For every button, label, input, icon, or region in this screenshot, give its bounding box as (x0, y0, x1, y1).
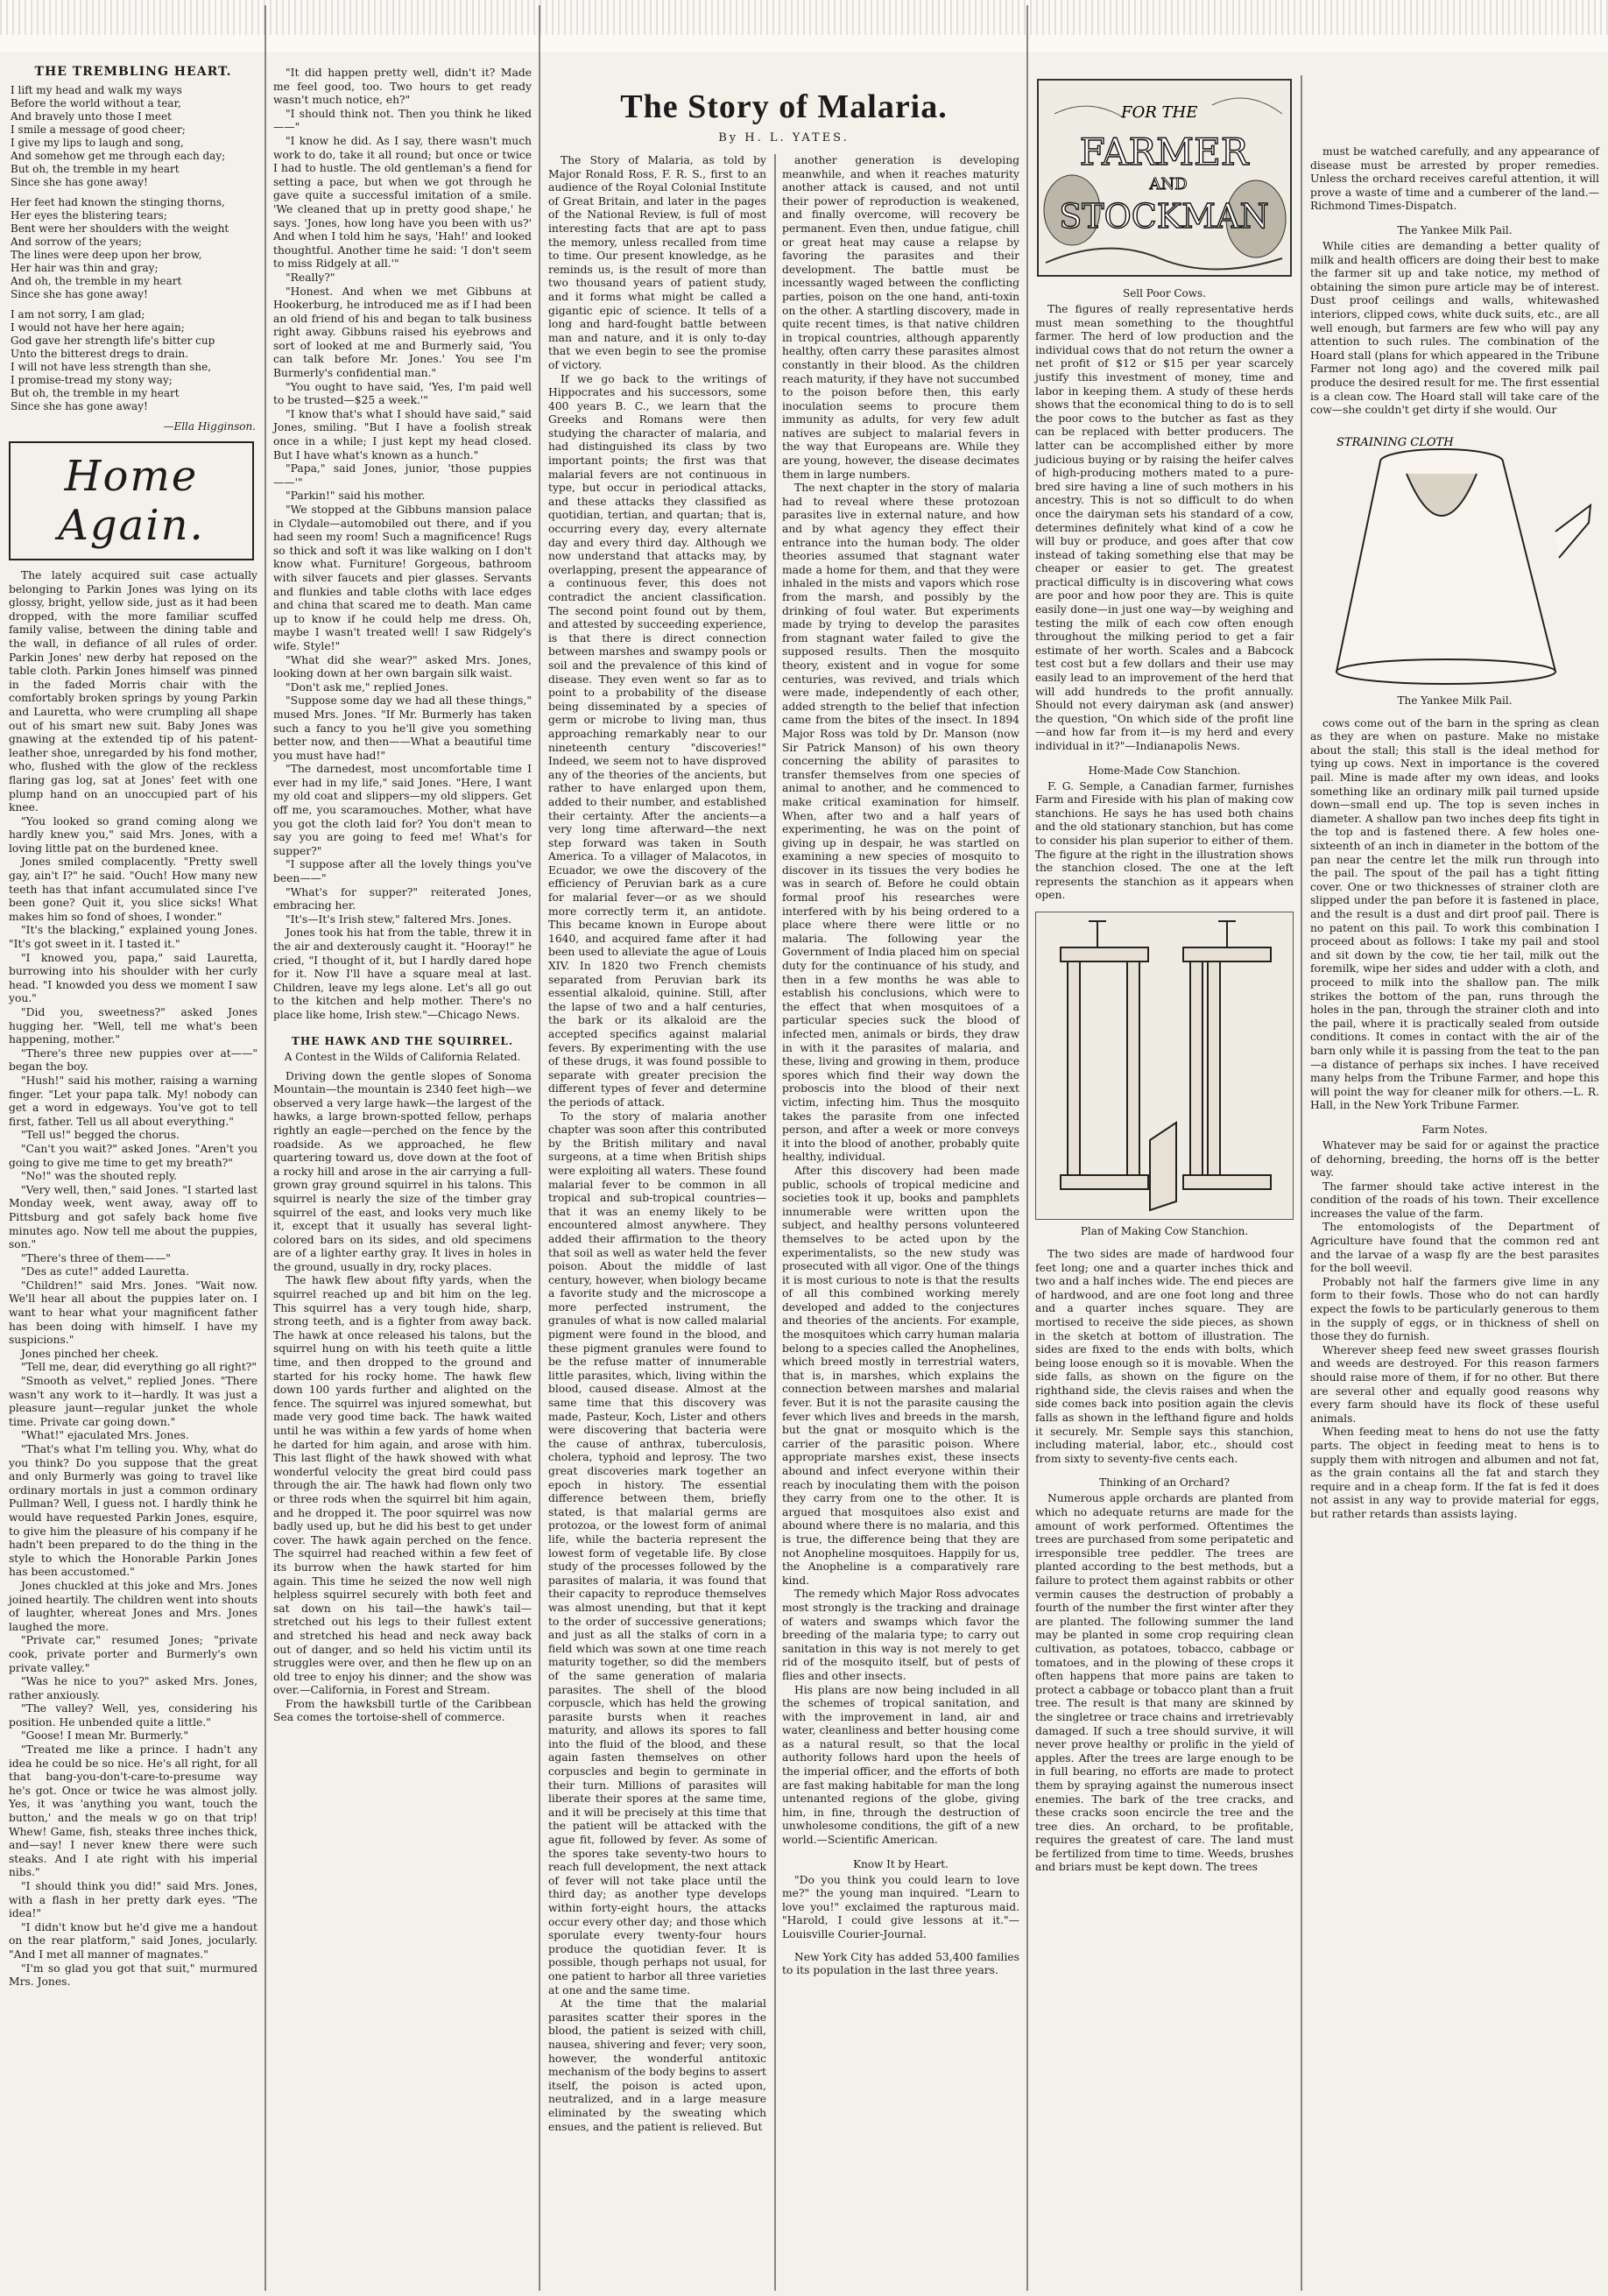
home-again-paragraph: Jones pinched her cheek. (21, 1347, 159, 1360)
home-again-paragraph: "Really?" (286, 271, 335, 284)
know-text (782, 1874, 1019, 1942)
know-paragraph: "Do you think you could learn to love me?" the young man inquired. "Learn to love you!" exclaimed the rapturous maid. "Harold, I could give lessons at it."—Louisville Courier-Journal. (782, 1873, 1019, 1940)
home-again-paragraph: "It's the blacking," explained young Jones. "It's got sweet in it. I tasted it." (9, 924, 257, 951)
malaria-paragraph: His plans are now being included in all the schemes of tropical sanitation, and with the improvement in land, air and water, cleanliness and better housing come as a natural result, so that the local authority follows hard upon the heels of the imperial officer, and the efforts of both are fast making habitable for man the long untenanted regions of the globe, giving him, in fine, through the destruction of unwholesome conditions, the gift of a new world.—Scientific American. (782, 1683, 1019, 1847)
malaria-byline: By H. L. YATES. (718, 131, 850, 144)
farm-note: The farmer should take active interest in the condition of the roads of his town. Their excellence increases the value of the farm. (1310, 1180, 1599, 1220)
farm-note: Whatever may be said for or against the practice of dehorning, breeding, the horns off is the better way. (1310, 1138, 1599, 1180)
malaria-paragraph: To the story of malaria another chapter was soon after this contributed by the British military and naval surgeons, at a time when British ships were exploiting all waters. These found malarial fever to be common in all tropical and sub-tropical countries—that it was an enemy likely to be encountered almost anywhere. They added their affirmation to the theory that soil as well as water held the fever poison. About the middle of last century, however, when biology became a favorite study and the microscope a more perfected instrument, the granules of what is now called malarial pigment were found in the blood, and these pigment granules were found to be the refuse matter of innumerable little parasites, which, living within the blood, caused disease. Almost at the same time that this discovery was made, Pasteur, Koch, Lister and others were discovering that bacteria were the cause of anthrax, tuberculosis, cholera, typhoid and leprosy. The two great discoveries mark together an epoch in history. The essential difference between them, briefly stated, is that malarial germs are protozoa, or the lowest form of animal life, while the bacteria represent the lowest form of vegetable life. By close study of the processes followed by the parasites of malaria, it was found that their capacity to reproduce themselves was almost unending, but that it kept to the order of successive generations; and just as all the stalks of corn in a field which was sown at one time reach maturity together, so did the members of the same generation of malaria parasites. The shell of the blood corpuscle, which has held the growing parasite bursts when it reaches maturity, and allows its spores to fall into the fluid of the blood, and these again fasten themselves on other corpuscles and begin to germinate in their turn. Millions of parasites will liberate their spores at the same time, and it will be precisely at this time that the patient will be attacked with the ague fit, followed by fever. As some of the spores take seventy-two hours to reach full development, the next attack of fever will not take place until the third day; as another type develops within forty-eight hours, the attacks occur every other day; and those which sporulate every twenty-four hours produce the quotidian fever. It is possible, though perhaps not usual, for one patient to harbor all three varieties at one and the same time. (548, 1109, 766, 1997)
malaria-paragraph: another generation is developing meanwhile, and when it reaches maturity another attack is caused, and not until their power of reproduction is weakened, and finally overcome, will recovery be permanent. Even then, undue fatigue, chill or great heat may cause a relapse by favoring the parasites and their development. The battle must be incessantly waged between the conflicting parties, poison on the one hand, anti-toxin on the other. A startling discovery, made in quite recent times, is that native children in tropical countries, although apparently healthy, often carry these parasites almost constantly in their blood. As the children reach maturity, if they have not succumbed to the poison before then, this early inoculation seems to procure them immunity as adults, for very few adult natives are subject to malarial fevers in the way that Europeans are. While they are young, however, the disease decimates them in large numbers. (782, 154, 1019, 481)
farmer-stockman-masthead (1037, 79, 1292, 277)
home-again-paragraph: "I knowed you, papa," said Lauretta, burrowing into his shoulder with her curly head. "I knowded you dess we moment I saw you." (9, 951, 257, 1005)
ny-text (782, 1951, 1019, 1978)
stanchion-caption: Plan of Making Cow Stanchion. (1080, 1224, 1249, 1237)
home-again-paragraph: "Honest. And when we met Gibbuns at Hookerburg, he introduced me as if I had been an old friend of his and began to talk business right away. Gibbuns raised his eyebrows and sort of looked at me and Burmerly said, 'You can talk before Mr. Jones.' You see I'm Burmerly's confidential man." (273, 285, 532, 380)
masthead-stockman: STOCKMAN (1059, 197, 1269, 236)
malaria-paragraph: If we go back to the writings of Hippocrates and his successors, some 400 years B. C., we learn that the Greeks and Romans were then studying the character of malaria, and had distinguished its class by two important points; the first was that malarial fevers are not continuous in type, but occur in periodical attacks, and these attacks they classified as quotidian, tertian, and quartan; that is, occurring every day, every alternate day and every third day. Although we now understand that attacks may, by overlapping, present the appearance of a continuous fever, this does not contradict the ancient classification. The second point found out by them, and attested by succeeding experience, is that there is direct connection between marshes and swampy pools or soil and the prevalence of this kind of disease. They even went so far as to point to a probability of the disease being disseminated by a species of germ or microbe to living man, thus approaching remarkably near to our nineteenth century "discoveries!" Indeed, we seem not to have disproved any of the theories of the ancients, but rather to have enlarged upon them, added to their number, and established their certainty. After the ancients—a very long time afterward—the next step forward was taken in South America. To a villager of Malacotos, in Ecuador, we owe the discovery of the efficiency of Peruvian bark as a cure for malarial fever—or as we should more correctly term it, an antidote. This became known in Europe about 1640, and acquired fame after it had been used to alleviate the ague of Louis XIV. In 1820 two French chemists separated from Peruvian bark its essential alkaloid, quinine. Still, after the lapse of two and a half centuries, the bark or its alkaloid are the accepted specifics against malarial fevers. By experimenting with the use of these drugs, it was found possible to separate with greater precision the different types of fever and determine the periods of attack. (548, 372, 766, 1109)
milk-pail-title: The Yankee Milk Pail. (1397, 223, 1513, 236)
straining-cloth-label: STRAINING CLOTH (1336, 435, 1454, 449)
home-again-paragraph: Jones smiled complacently. "Pretty swell gay, ain't I?" he said. "Ouch! How many new teeth has that infant accumulated since I've been gone? Quit it, you slice sicks! What makes him so fond of shoes, I wonder." (9, 856, 257, 923)
orchard-title: Thinking of an Orchard? (1099, 1476, 1230, 1490)
home-again-paragraph: "There's three new puppies over at——" began the boy. (9, 1046, 257, 1074)
malaria-body-part-2 (782, 154, 1019, 1848)
orchard-body (1035, 1492, 1294, 1875)
masthead-for: FOR THE (1121, 103, 1198, 122)
home-again-paragraph: "What!" ejaculated Mrs. Jones. (21, 1429, 189, 1442)
malaria-paragraph: At the time that the malarial parasites scatter their spores in the blood, the patient is seized with chill, nausea, shivering and fever; very soon, however, the wonderful antitoxic mechanism of the body begins to assert itself, the poison is acted upon, neutralized, and in a large measure eliminated by the sweating which ensues, and the patient is relieved. But (548, 1997, 766, 2133)
sell-cows-paragraph: The figures of really representative herds must mean something to the thoughtful farmer. The herd of low production and the individual cows that do not return the owner a net profit of $12 or $15 per year scarcely justify this investment of money, time and labor in keeping them. A study of these herds shows that the economical thing to do is to sell the poor cows to the butcher as fast as they can be replaced with better producers. The latter can be accomplished either by more judicious buying or by raising the heifer calves of high-producing mothers mated to a pure-bred sire having a line of such mothers in his ancestry. This is not so difficult to do when once the dairyman sets his standard of a cow, determines definitely what kind of a cow he will buy or produce, and goes after that cow instead of taking something else that may be cheaper or easier to get. The greatest practical difficulty is in discovering what cows are poor and how poor they are. This is quite easily done—in just one way—by weighing and testing the milk of each cow often enough throughout the milking period to get a fair estimate of her worth. Scales and a Babcock test cost but a few dollars and their use may easily lead to an improvement of the herd that will add hundreds to the profit annually. Should not every dairyman ask (and answer) the question, "On which side of the profit line—and how far from it—is my herd and every individual in it?"—Indianapolis News. (1035, 303, 1294, 752)
stanchion-illustration (1036, 912, 1293, 1217)
home-again-paragraph: "Very well, then," said Jones. "I started last Monday week, went away, away off to Pittsburg and got safely back home five minutes ago. Now tell me about the puppies, son." (9, 1183, 257, 1251)
column-5 (1032, 5, 1297, 2291)
sell-cows-title: Sell Poor Cows. (1122, 287, 1207, 299)
home-again-paragraph: "I suppose after all the lovely things you've been——" (273, 858, 532, 885)
hawk-paragraph: The hawk flew about fifty yards, when the squirrel reached up and bit him on the leg. This squirrel has a very tough hide, sharp, strong teeth, and is a fighter from away back. The hawk at once released his talons, but the squirrel hung on with his teeth quite a little time, and then dropped to the ground and started for his rocky home. The hawk flew down 100 yards further and alighted on the fence. The squirrel was injured somewhat, but made very good time back. The hawk waited until he was within a few yards of home when he darted for him again, and arose with him. This last flight of the hawk showed with what wonderful velocity the great bird could pass through the air. The hawk had flown only two or three rods when the squirrel bit him again, and he dropped it. The poor squirrel was now badly used up, but he did his best to get under cover. The hawk again perched on the fence. The squirrel had reached within a few feet of its burrow when the hawk started for him again. This time he seized the now well nigh helpless squirrel securely with both feet and sat down on his tail—the hawk's tail—stretched out his legs to their fullest extent and stretched his head and neck away back out of danger, and so held his victim until its struggles were over, and then he flew up on an old tree to enjoy his dinner; and the show was over.—California, in Forest and Stream. (273, 1274, 532, 1697)
masthead-illustration (1037, 79, 1292, 277)
poem-stanza: I am not sorry, I am glad; I would not have her here again; God gave her strength life's bitter cup Unto the bitterest dregs to drain. I will not have less strength than she, I promise-tread my stony way; But oh, the tremble in my heart Since she has gone away! (11, 308, 215, 412)
column-divider (1026, 5, 1028, 2291)
poem-stanza: I lift my head and walk my ways Before the world without a tear, And bravely unto those I meet I smile a message of good cheer; I give my lips to laugh and song, And somehow get me through each day; But oh, the tremble in my heart Since she has gone away! (11, 84, 226, 188)
stanchion-body (1035, 780, 1294, 903)
farm-notes-title: Farm Notes. (1421, 1123, 1488, 1136)
stanchion-paragraph: F. G. Semple, a Canadian farmer, furnishes Farm and Fireside with his plan of making cow stanchions. He says he has used both chains and the old stationary stanchion, but has come to consider his plan superior to either of them. The figure at the right in the illustration shows the stanchion closed. The one at the left represents the stanchion as it appears when open. (1035, 779, 1294, 902)
hawk-subtitle: A Contest in the Wilds of California Related. (284, 1050, 521, 1063)
farm-note: Probably not half the farmers give lime in any form to their fowls. Those who do not can hardly expect the fowls to be particularly generous to them in the supply of eggs, or in thickness of shell on those they do furnish. (1310, 1275, 1599, 1343)
home-again-paragraph: "What's for supper?" reiterated Jones, embracing her. (273, 885, 532, 912)
masthead-farmer: FARMER (1079, 130, 1249, 173)
stanchion-figure (1035, 912, 1294, 1220)
column-divider (539, 5, 540, 2291)
farm-note: Wherever sheep feed new sweet grasses flourish and weeds are destroyed. For this reason farmers should raise more of them, if for no other. But there are several other and equally good reasons why every farm should have its flock of these useful animals. (1310, 1343, 1599, 1425)
milk-pail-paragraph: While cities are demanding a better quality of milk and health officers are doing their best to make the farmer sit up and take notice, my method of obtaining the simon pure article may be of interest. Dust proof ceilings and walls, whitewashed interiors, clipped cows, white duck suits, etc., are all well enough, but farmers are few who will pay any attention to such rules. The combination of the Hoard stall (plans for which appeared in the Tribune Farmer not long ago) and the covered milk pail produce the desired result for me. The first essential is a clean cow. The Hoard stall will take care of the cow—she couldn't get dirty if she would. Our (1310, 239, 1599, 417)
home-again-body (9, 569, 257, 1990)
home-again-paragraph: "You looked so grand coming along we hardly knew you," said Mrs. Jones, with a loving little pat on the burdened knee. (9, 814, 257, 855)
home-again-paragraph: "I should think you did!" said Mrs. Jones, with a flash in her pretty dark eyes. "The idea!" (9, 1880, 257, 1920)
milk-pail-illustration (1310, 426, 1599, 689)
malaria-title: The Story of Malaria. (620, 88, 948, 125)
stanchion-title: Home-Made Cow Stanchion. (1088, 764, 1241, 777)
home-again-paragraph: "Hush!" said his mother, raising a warning finger. "Let your papa talk. My! nobody can get a word in edgeways. You've got to tell first, father. Tell us all about everything." (9, 1074, 257, 1128)
ny-paragraph: New York City has added 53,400 families to its population in the last three years. (782, 1950, 1019, 1977)
farm-note: The entomologists of the Department of Agriculture have found that the common red ant and the larvae of a wasp fly are the best parasites for the boll weevil. (1310, 1221, 1599, 1275)
home-again-paragraph: "Tell me, dear, did everything go all right?" (21, 1361, 257, 1374)
home-again-paragraph: "Don't ask me," replied Jones. (286, 680, 449, 694)
home-again-paragraph: "I'm so glad you got that suit," murmured Mrs. Jones. (9, 1961, 257, 1989)
column-divider (1301, 75, 1302, 2291)
orchard-paragraph: Numerous apple orchards are planted from which no adequate returns are made for the amount of work performed. Oftentimes the trees are purchased from some peripatetic and irresponsible tree peddler. The trees are planted according to the best methods, but a failure to protect them against rabbits or other vermin causes the destruction of probably a fourth of the number the first winter after they are planted. The following summer the land may be planted in some crop requiring clean cultivation, as potatoes, tobacco, cabbage or tomatoes, and in the plowing of these crops it often happens that more pains are taken to protect a cabbage or tobacco plant than a fruit tree. The result is that many are skinned by the singletree or trace chains and irretrievably damaged. If such a tree should survive, it will never prove healthy or prolific in the yield of apples. After the trees are large enough to be in full bearing, no efforts are made to protect them by spraying against the numerous insect enemies. The bark of the tree cracks, and these cracks soon encircle the tree and the tree dies. An orchard, to be profitable, requires the greatest of care. The land must be fertilized from time to time. Weeds, brushes and briars must be kept down. The trees (1035, 1492, 1294, 1874)
home-again-paragraph: "Parkin!" said his mother. (286, 489, 426, 503)
home-again-paragraph: "I know that's what I should have said," said Jones, smiling. "But I have a foolish streak once in a while; I just kept my head closed. But I have what's known as a hunch." (273, 407, 532, 461)
malaria-paragraph: The remedy which Major Ross advocates most strongly is the tracking and drainage of waters and swamps which favor the breeding of the malaria type; to carry out sanitation in this way is not merely to get rid of the mosquito itself, but of pests of flies and other insects. (782, 1588, 1019, 1682)
home-again-paragraph: "I didn't know but he'd give me a handout on the rear platform," said Jones, jocularly. "And I met all manner of magnates." (9, 1920, 257, 1961)
farm-notes-body (1310, 1139, 1599, 1522)
milk-pail-figure (1310, 426, 1599, 689)
hawk-title: THE HAWK AND THE SQUIRREL. (291, 1034, 514, 1047)
home-again-paragraph: "Private car," resumed Jones; "private cook, private porter and Burmerly's own private valley." (9, 1634, 257, 1674)
home-again-paragraph: "Tell us!" begged the chorus. (21, 1129, 180, 1142)
home-again-paragraph: Jones took his hat from the table, threw it in the air and dexterously caught it. "Hooray!" he cried, "I thought of it, but I hardly dared hope for it. Now I'll have a square meal at last. Children, leave my legs alone. Let's all go out to the kitchen and help mother. There's no place like home, Irish stew."—Chicago News. (273, 926, 532, 1021)
home-again-paragraph: "It did happen pretty well, didn't it? Made me feel good, too. Two hours to get ready wasn't much notice, eh?" (273, 67, 532, 107)
home-again-paragraph: "No!" was the shouted reply. (21, 1170, 178, 1183)
malaria-paragraph: The Story of Malaria, as told by Major Ronald Ross, F. R. S., first to an audience of the Royal Colonial Institute of Great Britain, and later in the pages of the National Review, is full of most interesting facts that are apt to pass the memory, unless recalled from time to time. Our present knowledge, as he reminds us, is the result of more than two thousand years of patient study, and it forms what might be called a gigantic epic of science. It tells of a long and hard-fought battle between man and nature, and it is only to-day that we even begin to see the promise of victory. (548, 154, 766, 371)
home-again-paragraph: "That's what I'm telling you. Why, what do you think? Do you suppose that the great and only Burmerly was going to travel like ordinary mortals in just a common ordinary Pullman? Well, I guess not. I hardly think he would have requested Parkin Jones, esquire, to give him the pleasure of his company if he hadn't been prepared to do the thing in the style to which the Honorable Parkin Jones has been accustomed." (9, 1443, 257, 1579)
milk-pail-caption: The Yankee Milk Pail. (1397, 694, 1513, 707)
home-again-paragraph: The lately acquired suit case actually belonging to Parkin Jones was lying on its glossy, bright, yellow side, just as it had been dropped, with the more familiar scuffed family valise, between the dining table and the wall, in defiance of all rules of order. Parkin Jones' new derby hat reposed on the table cloth. Parkin Jones himself was pinned in the faded Morris chair with the comfortably broken springs by young Parkin and Lauretta, who were crumpling all shape out of his smart new suit. Baby Jones was gnawing at the extended tip of his patent-leather shoe, unregarded by his fond mother, who, flushed with the glow of the reckless flaring gas log, sat at Jones' feet with one plump hand on an unoccupied part of his knee. (9, 569, 257, 814)
milk-pail-paragraph-2: cows come out of the barn in the spring as clean as they are when on pasture. Make no mistake about the stall; this stall is the ideal method for tying up cows. Next in importance is the covered pail. Mine is made after my own ideas, and looks something like an ordinary milk pail turned upside down—small end up. The top is seven inches in diameter. A shallow pan two inches deep fits tight in the top and is fastened there. A few holes one-sixteenth of an inch in diameter in the bottom of the pan near the centre let the milk run through into the pail. The spout of the pail has a tight fitting cover. One or two thicknesses of strainer cloth are slipped under the pan before it is fastened in place, and the result is a dust and dirt proof pail. There is no patent on this pail. To work this combination I proceed about as follows: I take my pail and stool and sit down by the cow, tie her tail, milk out the foremilk, wipe her sides and udder with a cloth, and proceed to milk into the shallow pan. The milk strikes the bottom of the pan, runs through the holes in the pan, through the strainer cloth and into the pail, where it is practically sealed from outside conditions. It comes in contact with the air of the barn only while it is passing from the teat to the pan—a distance of perhaps six inches. I have received many helps from the Tribune Farmer, and hope this will point the way for cleaner milk for others.—L. R. Hall, in the New York Tribune Farmer. (1310, 716, 1599, 1112)
column-6 (1307, 145, 1603, 2291)
column-3 (545, 154, 770, 2291)
orchard-continued-paragraph: must be watched carefully, and any appearance of disease must be arrested by proper remedies. Unless the orchard receives careful attention, it will prove a waste of time and a cumberer of the land.—Richmond Times-Dispatch. (1310, 145, 1599, 213)
poem-body (11, 84, 261, 413)
malaria-paragraph: The next chapter in the story of malaria had to reveal where these protozoan parasites live in external nature, and how and by what agency they effect their entrance into the human body. The older theories assumed that stagnant water made a home for them, and that they were inhaled in the mists and vapors which rose from the marsh, and possibly by the drinking of foul water. But experiments made by trying to develop the parasites from stagnant water failed to give the supposed results. Then the mosquito theory, existent and in vogue for some centuries, was revived, and trials which were made, independently of each other, added strength to the belief that infection came from the bites of the insect. In 1894 Major Ross was told by Dr. Manson (now Sir Patrick Manson) of his own theory concerning the ability of parasites to transfer themselves from one species of animal to another, and he commenced to make critical examination for himself. When, after two and a half years of experimenting, he was on the point of giving up in despair, he was startled on examining a new species of mosquito to discover in its tissues the very bodies he was in search of. Before he could obtain formal proof his researches were interfered with by his being ordered to a place where there were little or no malaria. The following year the Government of India placed him on special duty for the continuance of his study, and then in a few months he was able to establish his conclusions, which were to the effect that when mosquitoes of a particular species suck the blood of infected men, animals or birds, they draw in with it the parasites of malaria, and these, living and growing in them, produce spores which find their way down the proboscis into the blood of their next victim, infecting him. Thus the mosquito takes the parasite from one infected person, and after a week or more conveys it into the blood of another, probably quite healthy, individual. (782, 482, 1019, 1164)
home-again-paragraph: "I know he did. As I say, there wasn't much work to do, take it all round; but once or twice I had to hustle. The old gentleman's a fiend for setting a pace, but when we got through he gave quite a successful imitation of a smile. 'We cleaned that up in pretty good shape,' he says. 'Jones, how long have you been with us?' And when I told him he says, 'Hah!' and looked thoughtful. Another time he said: 'I don't seem to miss Ridgely at all.'" (273, 134, 532, 271)
home-again-paragraph: "I should think not. Then you think he liked——" (273, 107, 532, 134)
home-again-paragraph: "It's—It's Irish stew," faltered Mrs. Jones. (286, 912, 512, 926)
newspaper-page (5, 5, 1603, 2291)
column-4 (779, 154, 1023, 2291)
home-again-paragraph: "Smooth as velvet," replied Jones. "There wasn't any work to it—hardly. It was just a pleasure jaunt—regular junket the whole time. Private car going down." (9, 1375, 257, 1428)
home-again-continued (273, 67, 532, 1023)
home-again-paragraph: Jones chuckled at this joke and Mrs. Jones joined heartily. The children went into shouts of laughter, whereat Jones and Mrs. Jones laughed the more. (9, 1579, 257, 1633)
home-again-paragraph: "There's three of them——" (21, 1251, 171, 1264)
home-again-paragraph: "Goose! I mean Mr. Burmerly." (21, 1729, 188, 1743)
milk-pail-body-2 (1310, 717, 1599, 1113)
home-again-paragraph: "The valley? Well, yes, considering his position. He unbended quite a little." (9, 1702, 257, 1729)
home-again-paragraph: "Papa," said Jones, junior, 'those puppies——'" (273, 462, 532, 489)
home-again-paragraph: "Can't you wait?" asked Jones. "Aren't you going to give me time to get my breath?" (9, 1142, 257, 1169)
stanchion-paragraph-2: The two sides are made of hardwood four feet long; one and a quarter inches thick and two and a half inches wide. The end pieces are of hardwood, and are one foot long and three and a quarter inches square. They are mortised to receive the side pieces, as shown in the sketch at bottom of illustration. The sides are fixed to the ends with bolts, which being loose enough so it is movable. When the side falls, as shown on the figure on the righthand side, the clevis raises and when the side comes back into position again the clevis falls as shown in the lefthand figure and holds it securely. Mr. Semple says this stanchion, including material, labor, etc., should cost from sixty to seventy-five cents each. (1035, 1247, 1294, 1465)
malaria-header (545, 5, 1023, 155)
column-1 (5, 5, 261, 2291)
home-again-paragraph: "Suppose some day we had all these things," mused Mrs. Jones. "If Mr. Burmerly has taken such a fancy to you he'll give you something better now, and then——What a beautiful time you must have had!" (273, 694, 532, 762)
poem-title: THE TREMBLING HEART. (34, 65, 232, 79)
malaria-paragraph: After this discovery had been made public, schools of tropical medicine and societies took it up, books and pamphlets innumerable were written upon the subject, and healthy persons volunteered themselves to be acted upon by the experimentalists, so the new study was prosecuted with all vigor. One of the things it is most curious to note is that the results of all this combined working merely developed and added to the conjectures and theories of the ancients. For example, the mosquitoes which carry human malaria belong to a species called the Anophelines, which breed mostly in terrestrial waters, that is, in marshes, which explains the connection between marshes and malarial fever. But it is not the parasite causing the fever which lives and breeds in the marsh, but the gnat or mosquito which is the carrier of the parasitic poison. Where appropriate marshes exist, these insects abound and infect everyone within their reach by inoculating them with the poison they carry from one to the other. It is argued that mosquitoes also exist and abound where there is no malaria, and this is true, the difference being that they are not Anopheline mosquitoes. Happily for us, the Anopheline is a comparatively rare kind. (782, 1164, 1019, 1587)
column-divider (264, 5, 266, 2291)
poem-stanza: Her feet had known the stinging thorns, Her eyes the blistering tears; Bent were her shoulders with the weight And sorrow of the years; The lines were deep upon her brow, Her hair was thin and gray; And oh, the tremble in my heart Since she has gone away! (11, 196, 229, 300)
malaria-body-part-1 (548, 154, 766, 2134)
home-again-paragraph: "Children!" said Mrs. Jones. "Wait now. We'll hear all about the puppies later on. I want to hear what your magnificent father has been doing with himself. I have my suspicions." (9, 1278, 257, 1347)
column-2 (270, 5, 535, 2291)
home-again-paragraph: "Treated me like a prince. I hadn't any idea he could be so nice. He's all right, for all that bang-you-don't-care-to-presume way he's got. Once or twice he was almost jolly. Yes, it was 'anything you want, touch the button,' and the meals w go on that trip! Whew! Game, fish, steaks three inches thick, and—say! I never knew there were such steaks. And I ate right with his imperial nibs." (9, 1743, 257, 1879)
hawk-paragraph: Driving down the gentle slopes of Sonoma Mountain—the mountain is 2340 feet high—we observed a very large hawk—the largest of the hawks, a large brown-spotted fellow, perhaps rightly an eagle—perched on the fence by the roadside. As we approached, he flew quartering toward us, dove down at the foot of a rocky hill and arose in the air carrying a full-grown gray ground squirrel in his talons. This squirrel is nearly the size of the timber gray squirrel of the east, and looks very much like it, except that it usually has several light-colored bars on its sides, and old specimens are of a lighter earthy gray. It lives in holes in the ground, usually in dry, rocky places. (273, 1069, 532, 1273)
farm-note: When feeding meat to hens do not use the fatty parts. The object in feeding meat to hens is to supply them with nitrogen and albumen and not fat, as the grain contains all the fat and starch they require and in a cheap form. If the fat is fed it does not assist in any way to provide material for eggs, but rather retards than assists laying. (1310, 1426, 1599, 1520)
stanchion-body-2 (1035, 1248, 1294, 1467)
home-again-heading: Home Again. (9, 441, 254, 560)
home-again-paragraph: "We stopped at the Gibbuns mansion palace in Clydale—automobiled out there, and if you had seen my room! Such a magnificence! Rugs so thick and soft it was like walking on I don't know what. Furniture! Gorgeous, bathroom with silver faucets and pier glasses. Servants and flunkies and table cloths with lace edges and china that scared me to death. Man came up to know if he could help me dress. Oh, maybe I wasn't treated well! I saw Ridgely's wife. Style!" (273, 504, 532, 652)
milk-pail-body (1310, 240, 1599, 418)
hawk-body (273, 1070, 532, 1726)
orchard-continued (1310, 145, 1599, 214)
home-again-paragraph: "The darnedest, most uncomfortable time I ever had in my life," said Jones. "Here, I want my old coat and slippers—my old slippers. Get off me, you scaramouches. Mother, what have you got the cloth laid for? You don't mean to say you are going to feed me! What's for supper?" (273, 763, 532, 857)
home-again-paragraph: "You ought to have said, 'Yes, I'm paid well to be trusted—$25 a week.'" (273, 380, 532, 407)
hawk-paragraph: From the hawksbill turtle of the Caribbean Sea comes the tortoise-shell of commerce. (273, 1697, 532, 1724)
home-again-paragraph: "Did you, sweetness?" asked Jones hugging her. "Well, tell me what's been happening, mother." (9, 1006, 257, 1046)
home-again-paragraph: "What did she wear?" asked Mrs. Jones, looking down at her own bargain silk waist. (273, 653, 532, 680)
know-title: Know It by Heart. (853, 1857, 949, 1870)
poem-author: —Ella Higginson. (163, 420, 256, 433)
home-again-paragraph: "Des as cute!" added Lauretta. (21, 1265, 189, 1278)
sell-cows-body (1035, 303, 1294, 754)
masthead-and: AND (1149, 175, 1188, 194)
home-again-paragraph: "Was he nice to you?" asked Mrs. Jones, rather anxiously. (9, 1675, 257, 1701)
column-divider (774, 154, 776, 2291)
